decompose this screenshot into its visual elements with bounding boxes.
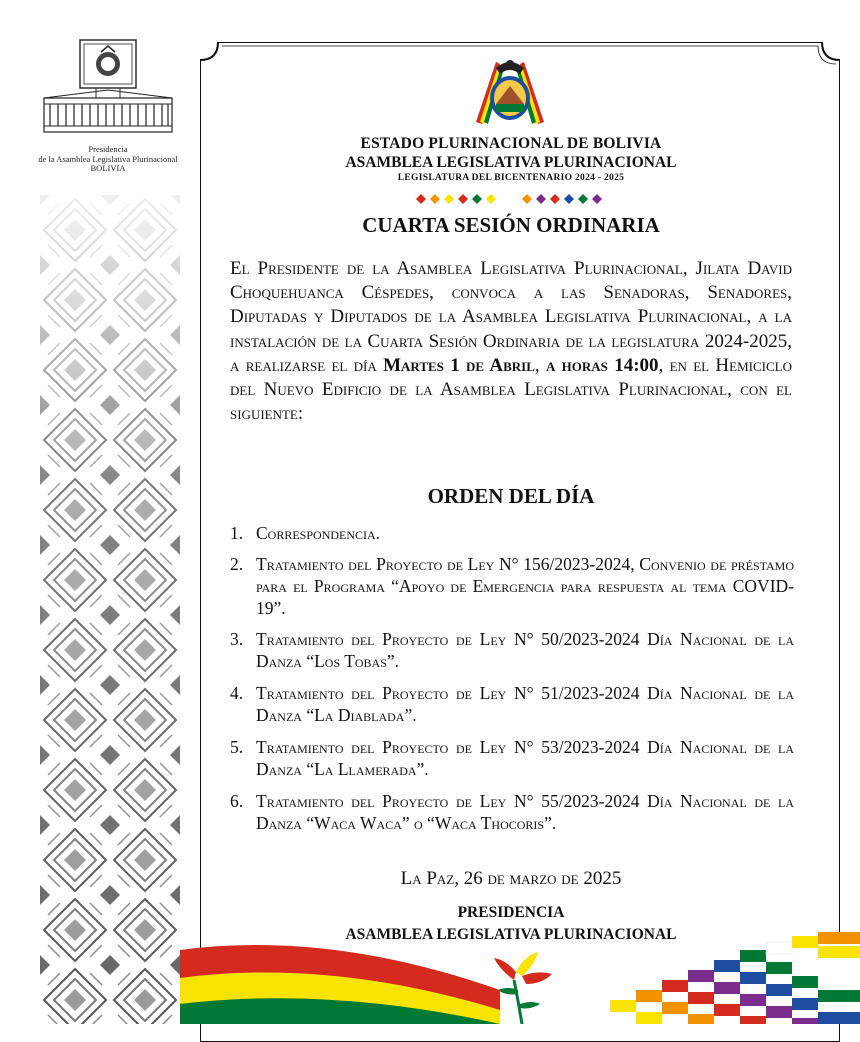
agenda-item bbox=[228, 553, 794, 619]
session-title: CUARTA SESIÓN ORDINARIA bbox=[362, 213, 660, 237]
bolivia-coat-of-arms-icon bbox=[466, 52, 554, 132]
agenda-item-number: 4. bbox=[230, 683, 244, 703]
signature-assembly: ASAMBLEA LEGISLATIVA PLURINACIONAL bbox=[345, 926, 677, 943]
body-part3: , en el Hemiciclo del Nuevo Edificio de la Asamblea Legislativa Plurinacional, con el siguiente: bbox=[230, 354, 792, 425]
wiphala-diamond-divider bbox=[228, 191, 794, 209]
agenda-item bbox=[228, 522, 794, 544]
flag-waves-decoration bbox=[0, 930, 860, 1024]
andean-pattern-strip bbox=[40, 195, 180, 1024]
agenda-item bbox=[228, 736, 794, 780]
left-decoration-column bbox=[0, 0, 185, 1024]
legislative-palace-icon bbox=[38, 38, 178, 138]
logo-caption-line1: Presidencia bbox=[88, 144, 128, 154]
agenda-item-number: 1. bbox=[230, 523, 244, 543]
body-part2: , bbox=[534, 354, 546, 376]
agenda-item-number: 5. bbox=[230, 737, 244, 757]
agenda-item-number: 3. bbox=[230, 629, 244, 649]
agenda-item bbox=[228, 682, 794, 726]
agenda-item-number: 2. bbox=[230, 554, 244, 574]
agenda-item bbox=[228, 790, 794, 834]
agenda-item-text: Tratamiento del Proyecto de Ley N° 156/2023-2024, Convenio de préstamo para el Programa “Apoyo de Emergencia para respuesta al tema COVID-19”. bbox=[256, 554, 794, 618]
kantuta-flower-icon bbox=[488, 950, 558, 1024]
agenda-item-number: 6. bbox=[230, 791, 244, 811]
logo-caption-line2: de la Asamblea Legislativa Plurinacional bbox=[38, 153, 178, 164]
header-assembly-name: ASAMBLEA LEGISLATIVA PLURINACIONAL bbox=[345, 154, 677, 171]
agenda-item bbox=[228, 628, 794, 672]
agenda-item-text: Tratamiento del Proyecto de Ley N° 53/2023-2024 Día Nacional de la Danza “La Llamerada”. bbox=[256, 737, 794, 779]
agenda-list bbox=[228, 522, 794, 834]
convocation-paragraph bbox=[230, 257, 792, 426]
body-part1: El Presidente de la Asamblea Legislativa Plurinacional, Jilata David Choquehuanca Céspedes, convoca a las Senadoras, Senadores, Diputadas y Diputados de la Asamblea Legislativa Plurinacional, a la instalación de la Cuarta Sesión Ordinaria de la legislatura 2024-2025, a realizarse el día bbox=[230, 258, 792, 376]
agenda-item-text: Tratamiento del Proyecto de Ley N° 55/2023-2024 Día Nacional de la Danza “Waca Waca” o “Waca Thocoris”. bbox=[256, 791, 794, 833]
session-date: Martes 1 de Abril bbox=[383, 354, 535, 376]
session-time: a horas 14:00 bbox=[545, 354, 659, 376]
place-date: La Paz, 26 de marzo de 2025 bbox=[400, 868, 622, 889]
agenda-item-text: Correspondencia. bbox=[256, 523, 381, 543]
header-state-name: ESTADO PLURINACIONAL DE BOLIVIA bbox=[360, 135, 662, 152]
logo-caption-line3: BOLIVIA bbox=[90, 163, 126, 173]
header-legislature: LEGISLATURA DEL BICENTENARIO 2024 - 2025 bbox=[397, 173, 625, 183]
agenda-item-text: Tratamiento del Proyecto de Ley N° 51/2023-2024 Día Nacional de la Danza “La Diablada”. bbox=[256, 683, 794, 725]
agenda-title: ORDEN DEL DÍA bbox=[427, 484, 595, 508]
assembly-logo bbox=[38, 38, 178, 174]
signature-presidency: PRESIDENCIA bbox=[457, 904, 565, 921]
agenda-item-text: Tratamiento del Proyecto de Ley N° 50/2023-2024 Día Nacional de la Danza “Los Tobas”. bbox=[256, 629, 794, 671]
